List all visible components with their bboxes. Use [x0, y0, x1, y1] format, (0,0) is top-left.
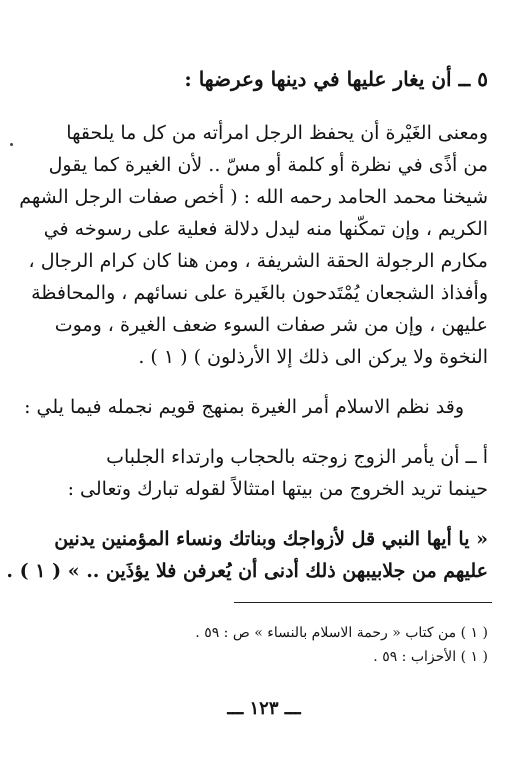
page-number: ـــ ١٢٣ ـــ [227, 698, 301, 719]
stray-mark [10, 143, 13, 146]
footnote: ( ١ ) الأحزاب : ٥٩ . [373, 649, 488, 665]
list-item-line: حينما تريد الخروج من بيتها امتثالاً لقوله تبارك وتعالى : [67, 478, 488, 500]
paragraph-line: مكارم الرجولة الحقة الشريفة ، ومن هنا كان كرام الرجال ، [28, 250, 488, 272]
paragraph-line: شيخنا محمد الحامد رحمه الله : ( أخص صفات الرجل الشهم [19, 186, 488, 208]
paragraph-line: من أذًى في نظرة أو كلمة أو مسّ .. لأن الغيرة كما يقول [48, 154, 488, 176]
paragraph-line: ومعنى الغَيْرة أن يحفظ الرجل امرأته من كل ما يلحقها [66, 122, 488, 144]
quran-quote-line: عليهم من جلابيبهن ذلك أدنى أن يُعرفن فلا يؤذَين .. » ( ١ ) . [6, 560, 488, 582]
intro-line: وقد نظم الاسلام أمر الغيرة بمنهج قويم نجمله فيما يلي : [24, 396, 464, 418]
quran-quote-line: « يا أيها النبي قل لأزواجك وبناتك ونساء المؤمنين يدنين [54, 528, 488, 550]
footnote: ( ١ ) من كتاب « رحمة الاسلام بالنساء » ص : ٥٩ . [195, 625, 488, 641]
paragraph-line: وأفذاذ الشجعان يُمْتَدحون بالغَيرة على نسائهم ، والمحافظة [31, 282, 488, 304]
list-item-line: أ ــ أن يأمر الزوج زوجته بالحجاب وارتداء الجلباب [106, 446, 488, 468]
paragraph-line: النخوة ولا يركن الى ذلك إلا الأرذلون ) ( ١ ) . [138, 346, 488, 368]
footnote-divider [234, 602, 492, 603]
paragraph-line: الكريم ، وإن تمكّنها منه ليدل دلالة فعلية على رسوخه في [43, 218, 488, 240]
paragraph-line: عليهن ، وإن من شر صفات السوء ضعف الغيرة ، وموت [54, 314, 488, 336]
section-heading: ٥ ــ أن يغار عليها في دينها وعرضها : [184, 67, 488, 91]
